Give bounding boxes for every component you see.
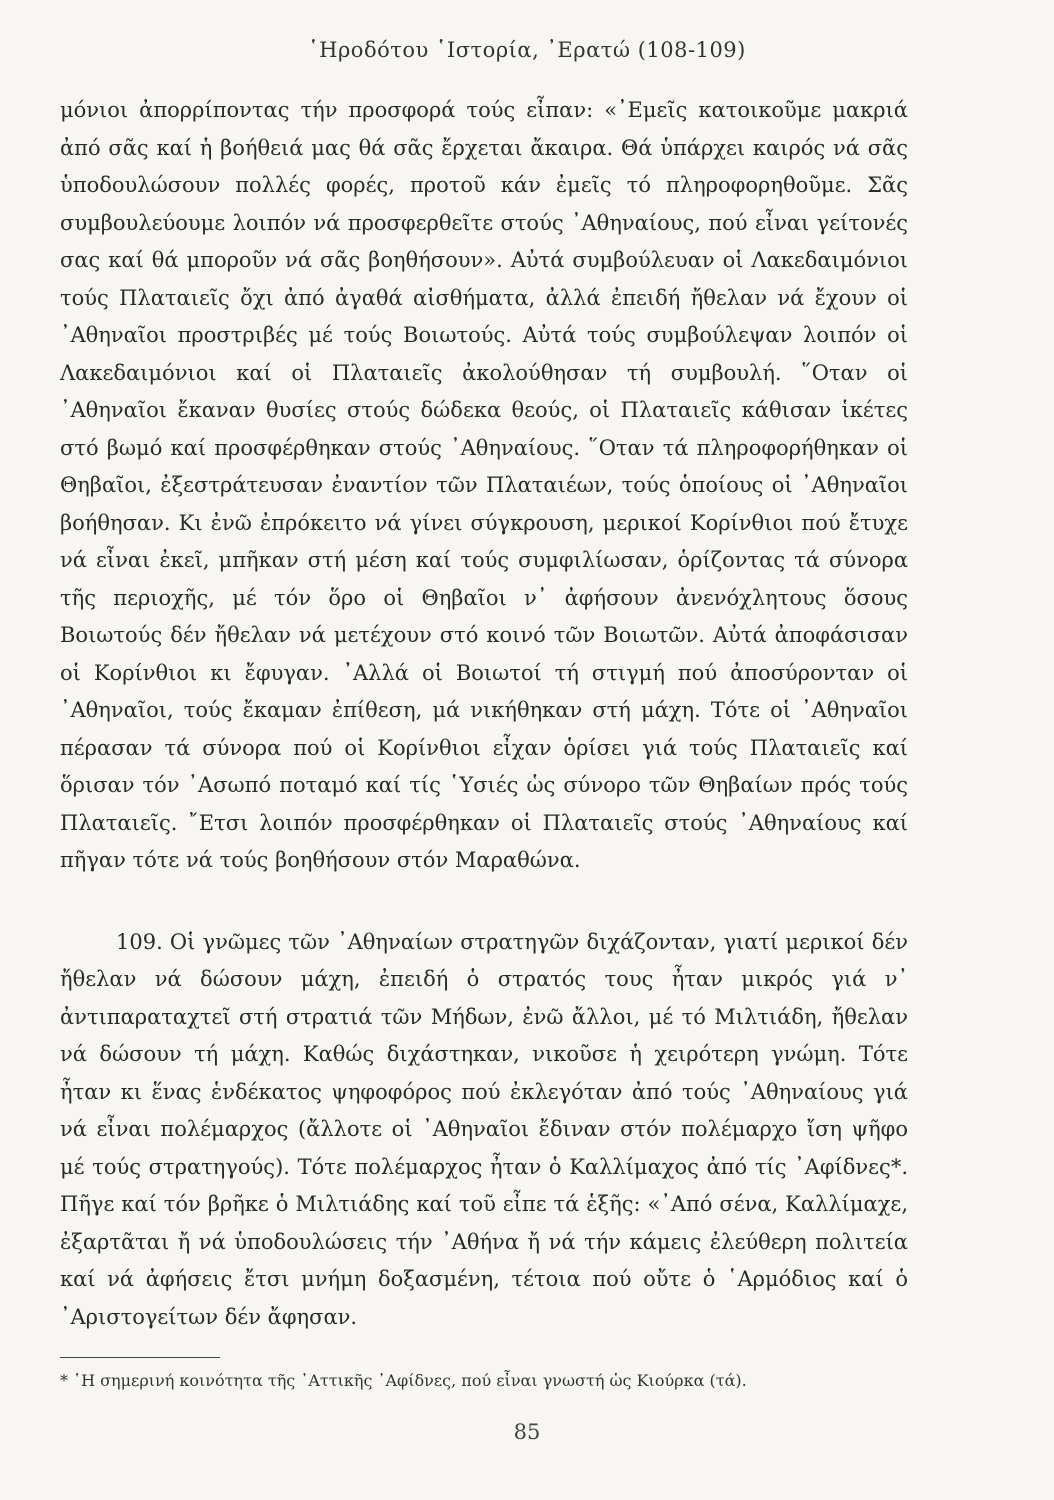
footnote: * ῾Η σημερινή κοινότητα τῆς ᾿Αττικῆς ᾿Αφίδνες, πού εἶναι γνωστή ὡς Κιούρκα (τά). [60,1371,747,1390]
body-text [60,92,908,1336]
paragraph-108-continued: μόνιοι ἀπορρίποντας τήν προσφορά τούς εἶπαν: «᾿Εμεῖς κατοικοῦμε μακριά ἀπό σᾶς καί ἡ βοήθειά μας θά σᾶς ἔρχεται ἄκαιρα. Θά ὑπάρχει καιρός νά σᾶς ὑποδουλώσουν πολλές φορές, προτοῦ κάν ἐμεῖς τό πληροφορηθοῦμε. Σᾶς συμβουλεύουμε λοιπόν νά προσφερθεῖτε στούς ᾿Αθηναίους, πού εἶναι γείτονές σας καί θά μποροῦν νά σᾶς βοηθήσουν». Αὐτά συμβούλευαν οἱ Λακεδαιμόνιοι τούς Πλαταιεῖς ὄχι ἀπό ἀγαθά αἰσθήματα, ἀλλά ἐπειδή ἤθελαν νά ἔχουν οἱ ᾿Αθηναῖοι προστριβές μέ τούς Βοιωτούς. Αὐτά τούς συμβούλεψαν λοιπόν οἱ Λακεδαιμόνιοι καί οἱ Πλαταιεῖς ἀκολούθησαν τή συμβουλή. ῞Οταν οἱ ᾿Αθηναῖοι ἔκαναν θυσίες στούς δώδεκα θεούς, οἱ Πλαταιεῖς κάθισαν ἱκέτες στό βωμό καί προσφέρθηκαν στούς ᾿Αθηναίους. ῞Οταν τά πληροφορήθηκαν οἱ Θηβαῖοι, ἐξεστράτευσαν ἐναντίον τῶν Πλαταιέων, τούς ὁποίους οἱ ᾿Αθηναῖοι βοήθησαν. Κι ἐνῶ ἐπρόκειτο νά γίνει σύγκρουση, μερικοί Κορίνθιοι πού ἔτυχε νά εἶναι ἐκεῖ, μπῆκαν στή μέση καί τούς συμφιλίωσαν, ὁρίζοντας τά σύνορα τῆς περιοχῆς, μέ τόν ὅρο οἱ Θηβαῖοι ν᾿ ἀφήσουν ἀνενόχλητους ὅσους Βοιωτούς δέν ἤθελαν νά μετέχουν στό κοινό τῶν Βοιωτῶν. Αὐτά ἀποφάσισαν οἱ Κορίνθιοι κι ἔφυγαν. ᾿Αλλά οἱ Βοιωτοί τή στιγμή πού ἀποσύρονταν οἱ ᾿Αθηναῖοι, τούς ἔκαμαν ἐπίθεση, μά νικήθηκαν στή μάχη. Τότε οἱ ᾿Αθηναῖοι πέρασαν τά σύνορα πού οἱ Κορίνθιοι εἶχαν ὁρίσει γιά τούς Πλαταιεῖς καί ὅρισαν τόν ᾿Ασωπό ποταμό καί τίς ῾Υσιές ὡς σύνορο τῶν Θηβαίων πρός τούς Πλαταιεῖς. ῎Ετσι λοιπόν προσφέρθηκαν οἱ Πλαταιεῖς στούς ᾿Αθηναίους καί πῆγαν τότε νά τούς βοηθήσουν στόν Μαραθώνα. [60,98,908,872]
running-title: ῾Ηροδότου ῾Ιστορία, ᾿Ερατώ (108-109) [308,38,746,62]
footnote-divider [60,1357,220,1358]
page-number: 85 [513,1420,541,1444]
paragraph-109: 109. Οἱ γνῶμες τῶν ᾿Αθηναίων στρατηγῶν διχάζονταν, γιατί μερικοί δέν ἤθελαν νά δώσουν μάχη, ἐπειδή ὁ στρατός τους ἦταν μικρός γιά ν᾿ ἀντιπαραταχτεῖ στή στρατιά τῶν Μήδων, ἐνῶ ἄλλοι, μέ τό Μιλτιάδη, ἤθελαν νά δώσουν τή μάχη. Καθώς διχάστηκαν, νικοῦσε ἡ χειρότερη γνώμη. Τότε ἦταν κι ἕνας ἑνδέκατος ψηφοφόρος πού ἐκλεγόταν ἀπό τούς ᾿Αθηναίους γιά νά εἶναι πολέμαρχος (ἄλλοτε οἱ ᾿Αθηναῖοι ἔδιναν στόν πολέμαρχο ἴση ψῆφο μέ τούς στρατηγούς). Τότε πολέμαρχος ἦταν ὁ Καλλίμαχος ἀπό τίς ᾿Αφίδνες*. Πῆγε καί τόν βρῆκε ὁ Μιλτιάδης καί τοῦ εἶπε τά ἑξῆς: «᾿Από σένα, Καλλίμαχε, ἐξαρτᾶται ἤ νά ὑποδουλώσεις τήν ᾿Αθήνα ἤ νά τήν κάμεις ἐλεύθερη πολιτεία καί νά ἀφήσεις ἔτσι μνήμη δοξασμένη, τέτοια πού οὔτε ὁ ῾Αρμόδιος καί ὁ ᾿Αριστογείτων δέν ἄφησαν. [60,929,908,1329]
